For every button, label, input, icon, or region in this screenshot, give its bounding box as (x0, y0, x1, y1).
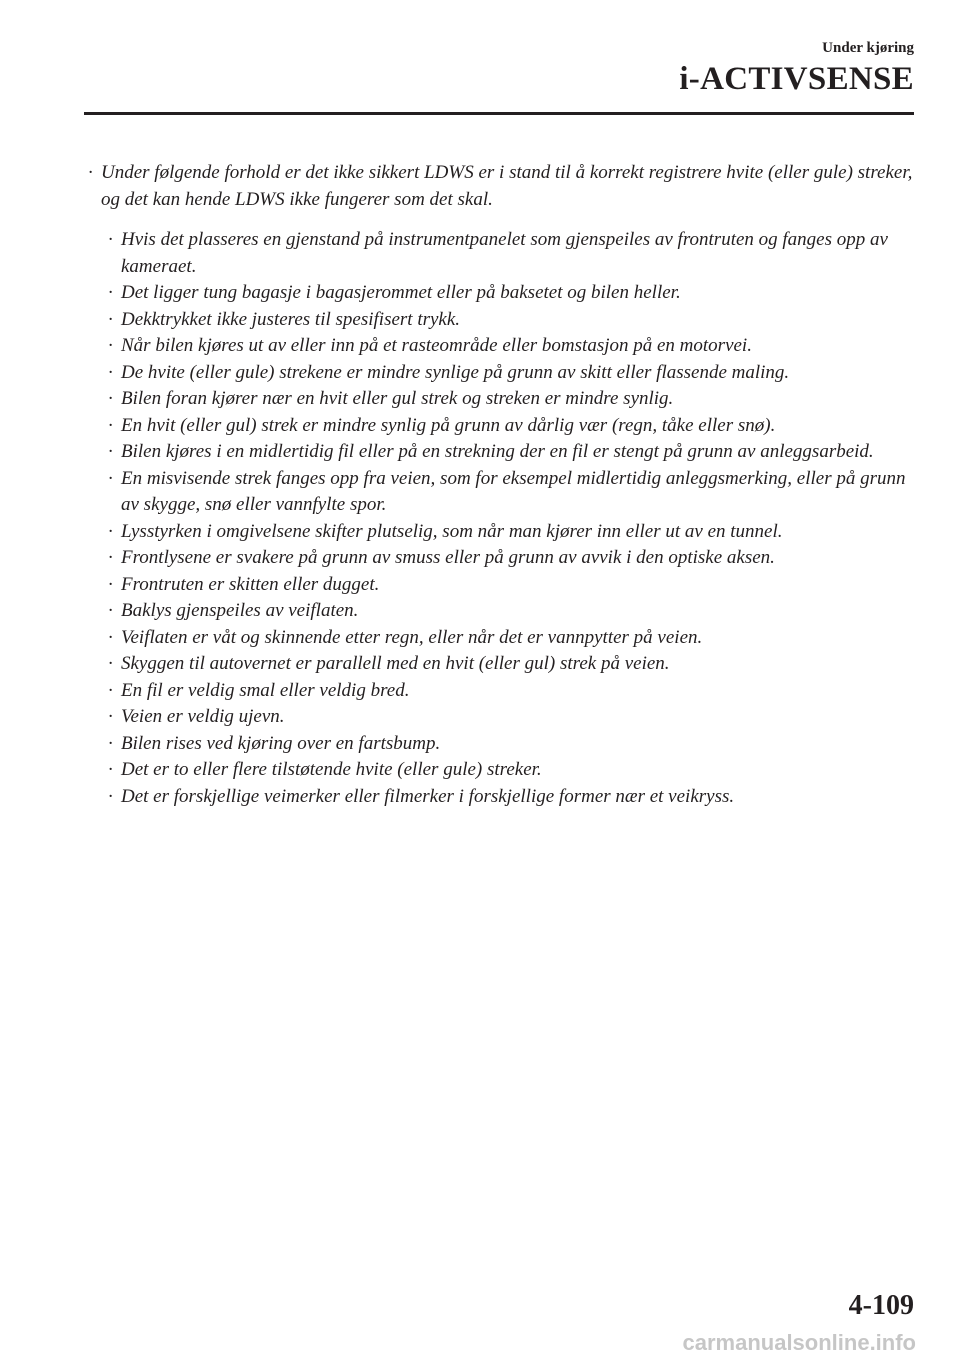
list-item (108, 731, 918, 758)
bullet-marker: · (108, 573, 113, 595)
bullet-marker: · (108, 229, 113, 250)
section-title: i-ACTIVSENSE (679, 61, 914, 97)
list-item (108, 280, 918, 307)
list-item-text: Veien er veldig ujevn. (121, 706, 285, 727)
list-item-text: Det ligger tung bagasje i bagasjerommet eller på baksetet og bilen heller. (121, 282, 681, 303)
bullet-marker: · (108, 732, 113, 754)
list-item (108, 227, 918, 280)
bullet-marker: · (108, 785, 113, 807)
bullet-marker: · (108, 467, 113, 489)
main-content (88, 160, 918, 810)
bullet-marker: · (108, 361, 113, 383)
list-item-text: Det er to eller flere tilstøtende hvite (eller gule) streker. (121, 759, 542, 780)
bullet-marker: · (108, 706, 113, 727)
list-item (108, 757, 918, 784)
list-item-text: Når bilen kjøres ut av eller inn på et rasteområde eller bomstasjon på en motorvei. (121, 335, 752, 356)
list-item-text: Hvis det plasseres en gjenstand på instrumentpanelet som gjenspeiles av frontruten og fanges opp av kameraet. (121, 229, 888, 277)
list-item-text: Skyggen til autovernet er parallell med en hvit (eller gul) strek på veien. (121, 653, 670, 674)
list-item (108, 413, 918, 440)
intro-paragraph (88, 160, 918, 213)
list-item-text: Bilen foran kjører nær en hvit eller gul strek og streken er mindre synlig. (121, 388, 674, 409)
list-item (108, 466, 918, 519)
bullet-marker: · (108, 759, 113, 780)
list-item-text: Dekktrykket ikke justeres til spesifisert trykk. (121, 308, 461, 330)
list-item (108, 307, 918, 334)
list-item (108, 651, 918, 678)
bullet-marker: · (108, 414, 113, 436)
list-item (108, 386, 918, 413)
page-header (679, 38, 914, 98)
list-item-text: Det er forskjellige veimerker eller filmerker i forskjellige former nær et veikryss. (121, 785, 735, 807)
list-item-text: En fil er veldig smal eller veldig bred. (121, 679, 410, 701)
bullet-marker: · (108, 626, 113, 648)
bullet-marker: · (108, 282, 113, 303)
watermark: carmanualsonline.info (682, 1330, 916, 1355)
list-item (108, 598, 918, 625)
list-item (108, 439, 918, 466)
bullet-marker: · (108, 520, 113, 542)
list-item-text: Veiflaten er våt og skinnende etter regn, eller når det er vannpytter på veien. (121, 626, 703, 648)
list-item-text: En misvisende strek fanges opp fra veien, som for eksempel midlertidig anleggsmerking, eller på grunn av skygge, snø eller vannfylte spor. (121, 467, 906, 515)
list-item-text: Frontruten er skitten eller dugget. (121, 573, 380, 595)
list-item (108, 678, 918, 705)
list-item (108, 625, 918, 652)
bullet-marker: · (88, 162, 93, 183)
list-item (108, 333, 918, 360)
bullet-marker: · (108, 653, 113, 674)
intro-text: Under følgende forhold er det ikke sikkert LDWS er i stand til å korrekt registrere hvite (eller gule) streker, og det kan hende LDWS ikke fungerer som det skal. (101, 162, 913, 210)
page-number: 4-109 (848, 1290, 914, 1321)
list-item-text: Bilen rises ved kjøring over en fartsbump. (121, 732, 441, 754)
list-item-text: Lysstyrken i omgivelsene skifter plutselig, som når man kjører inn eller ut av en tunnel. (121, 520, 783, 542)
bullet-marker: · (108, 547, 113, 568)
list-item-text: Frontlysene er svakere på grunn av smuss eller på grunn av avvik i den optiske aksen. (121, 547, 775, 568)
chapter-title: Under kjøring (822, 40, 914, 56)
conditions-list (88, 227, 918, 810)
bullet-marker: · (108, 335, 113, 356)
list-item (108, 519, 918, 546)
header-divider (84, 112, 914, 115)
list-item (108, 704, 918, 731)
bullet-marker: · (108, 600, 113, 621)
list-item (108, 572, 918, 599)
list-item (108, 545, 918, 572)
bullet-marker: · (108, 441, 113, 462)
list-item (108, 784, 918, 811)
bullet-marker: · (108, 308, 113, 330)
list-item-text: Baklys gjenspeiles av veiflaten. (121, 600, 359, 621)
list-item-text: Bilen kjøres i en midlertidig fil eller på en strekning der en fil er stengt på grunn av anleggsarbeid. (121, 441, 874, 462)
list-item-text: En hvit (eller gul) strek er mindre synlig på grunn av dårlig vær (regn, tåke eller snø). (121, 414, 776, 436)
bullet-marker: · (108, 388, 113, 409)
list-item (108, 360, 918, 387)
list-item-text: De hvite (eller gule) strekene er mindre synlige på grunn av skitt eller flassende maling. (121, 361, 790, 383)
bullet-marker: · (108, 679, 113, 701)
